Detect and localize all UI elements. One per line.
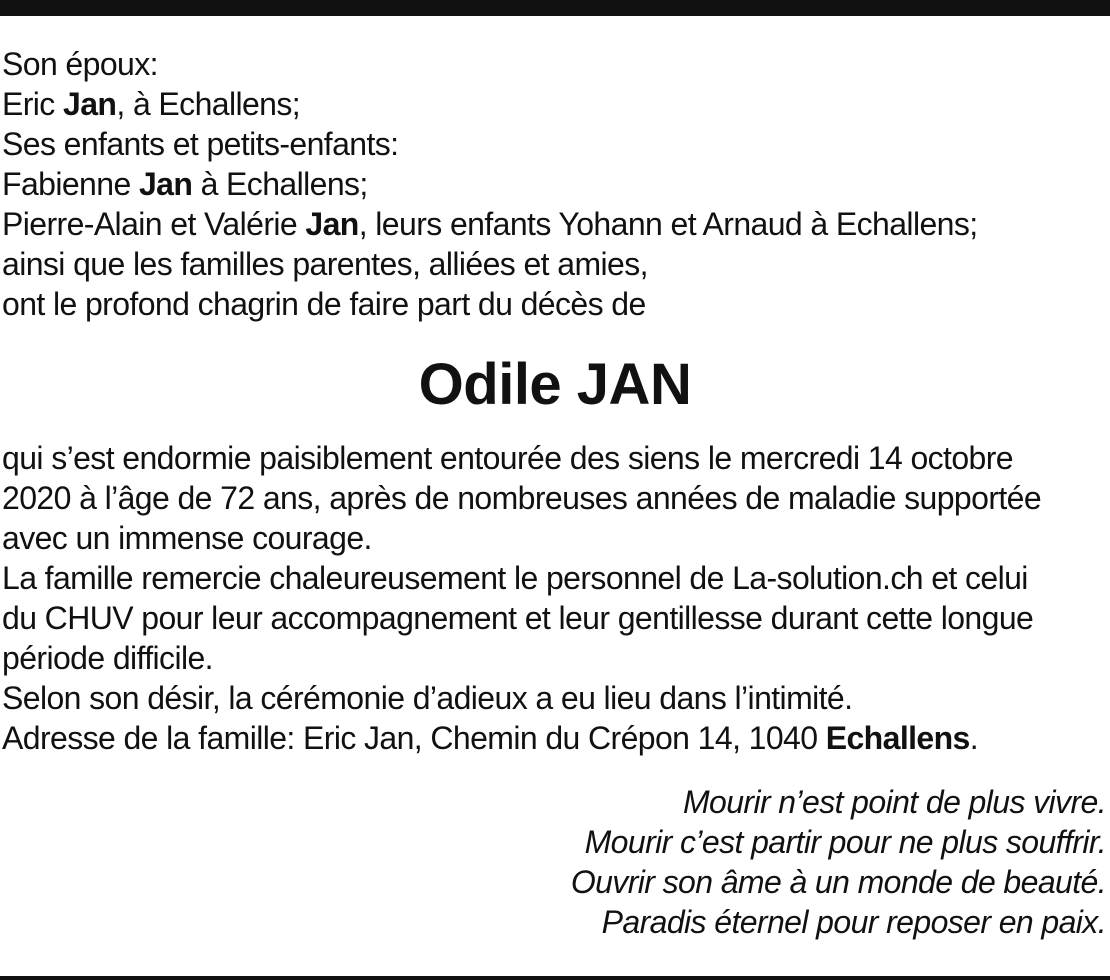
obituary-body bbox=[2, 438, 1110, 758]
family-address-line bbox=[2, 718, 1110, 758]
children-heading: Ses enfants et petits-enfants: bbox=[2, 126, 399, 162]
spouse-location: , à Echallens; bbox=[116, 86, 301, 122]
spouse-line bbox=[2, 84, 1110, 124]
spouse-heading: Son époux: bbox=[2, 46, 158, 82]
poem-line-3: Ouvrir son âme à un monde de beauté. bbox=[570, 864, 1106, 900]
family-address-period: . bbox=[969, 720, 979, 756]
child-1-location: à Echallens; bbox=[192, 166, 368, 202]
child-1-surname: Jan bbox=[138, 166, 193, 202]
spouse-first-name: Eric bbox=[2, 86, 64, 122]
body-line-1: qui s’est endormie paisiblement entourée des siens le mercredi 14 octobre bbox=[2, 440, 1013, 476]
poem-line-1: Mourir n’est point de plus vivre. bbox=[682, 784, 1106, 820]
ceremony-line: Selon son désir, la cérémonie d’adieux a eu lieu dans l’intimité. bbox=[2, 680, 853, 716]
poem bbox=[106, 782, 1106, 942]
child-2-first-names: Pierre-Alain et Valérie bbox=[2, 206, 306, 242]
top-border-rule bbox=[0, 0, 1110, 16]
child-1-first-name: Fabienne bbox=[2, 166, 139, 202]
body-line-2: 2020 à l’âge de 72 ans, après de nombreuses années de maladie supportée bbox=[2, 480, 1042, 516]
spouse-surname: Jan bbox=[63, 86, 117, 122]
family-address: Adresse de la famille: Eric Jan, Chemin du Crépon 14, 1040 bbox=[2, 720, 826, 756]
bottom-border-rule bbox=[0, 976, 1110, 980]
relatives-line: ainsi que les familles parentes, alliées et amies, bbox=[2, 246, 648, 282]
child-line-2 bbox=[2, 204, 1110, 244]
announcement-line: ont le profond chagrin de faire part du décès de bbox=[2, 286, 646, 322]
poem-line-2: Mourir c’est partir pour ne plus souffrir. bbox=[584, 824, 1106, 860]
body-line-3: avec un immense courage. bbox=[2, 520, 372, 556]
family-announcement bbox=[2, 44, 1110, 324]
deceased-name: Odile JAN bbox=[418, 352, 692, 417]
child-2-surname: Jan bbox=[305, 206, 359, 242]
body-line-4: La famille remercie chaleureusement le personnel de La-solution.ch et celui bbox=[2, 560, 1028, 596]
family-address-town: Echallens bbox=[825, 720, 970, 756]
body-line-6: période difficile. bbox=[2, 640, 213, 676]
child-line-1 bbox=[2, 164, 1110, 204]
grandchildren-line: , leurs enfants Yohann et Arnaud à Echallens; bbox=[358, 206, 978, 242]
poem-line-4: Paradis éternel pour reposer en paix. bbox=[601, 904, 1106, 940]
body-line-5: du CHUV pour leur accompagnement et leur gentillesse durant cette longue bbox=[2, 600, 1034, 636]
